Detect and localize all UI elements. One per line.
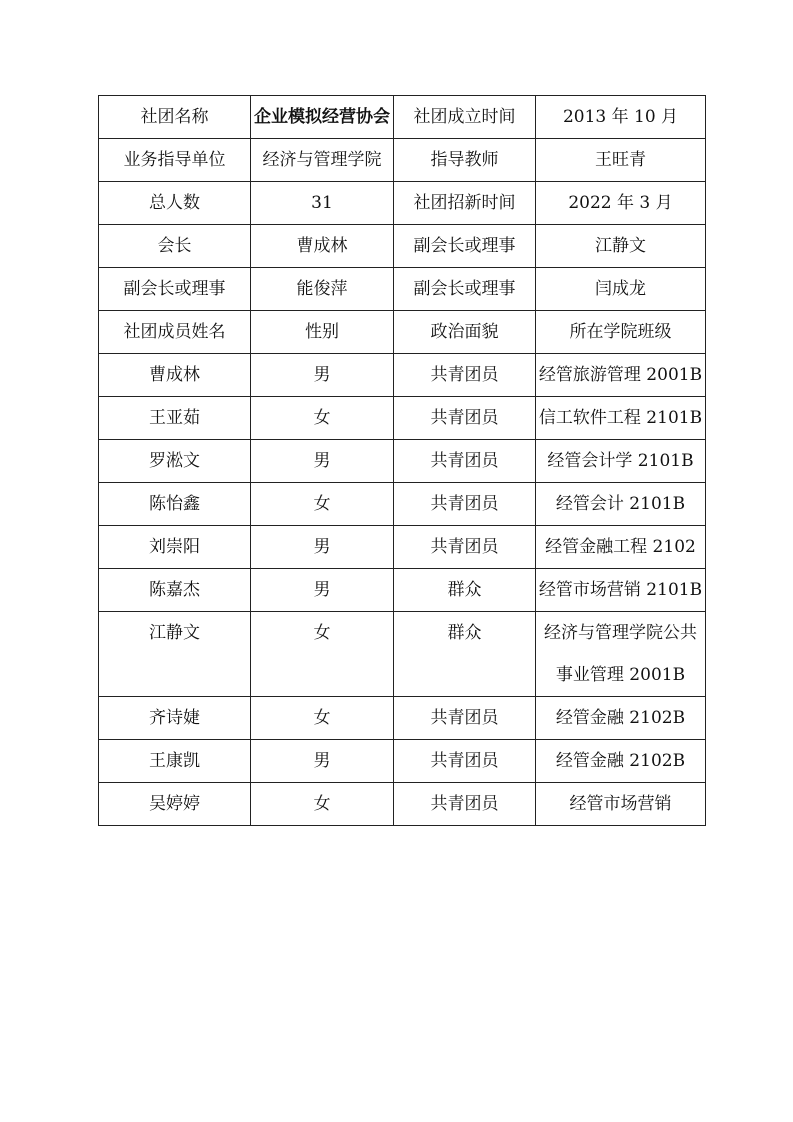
recruit-value: 2022 年 3 月 [536,182,706,225]
headcount-row [99,182,706,225]
member-political-status: 共青团员 [394,354,536,397]
member-row [99,483,706,526]
member-class: 经管会计 2101B [536,483,706,526]
member-class: 经管会计学 2101B [536,440,706,483]
member-name: 齐诗婕 [99,697,251,740]
member-name: 刘崇阳 [99,526,251,569]
president-value: 曹成林 [251,225,394,268]
member-gender: 女 [251,397,394,440]
member-political-header: 政治面貌 [394,311,536,354]
member-class: 经济与管理学院公共事业管理 2001B [536,612,706,697]
member-political-status: 群众 [394,569,536,612]
member-political-status: 共青团员 [394,697,536,740]
vice-value-3: 闫成龙 [536,268,706,311]
member-row [99,354,706,397]
headcount-value: 31 [251,182,394,225]
member-political-status: 共青团员 [394,440,536,483]
member-name-header: 社团成员姓名 [99,311,251,354]
member-political-status: 共青团员 [394,483,536,526]
member-gender: 男 [251,440,394,483]
member-gender: 男 [251,526,394,569]
president-label: 会长 [99,225,251,268]
club-name-row [99,96,706,139]
member-gender-header: 性别 [251,311,394,354]
member-class: 经管金融工程 2102 [536,526,706,569]
vice-row [99,268,706,311]
member-class: 经管金融 2102B [536,697,706,740]
headcount-label: 总人数 [99,182,251,225]
member-name: 吴婷婷 [99,783,251,826]
member-row [99,612,706,697]
member-name: 王康凯 [99,740,251,783]
member-gender: 女 [251,783,394,826]
member-gender: 男 [251,740,394,783]
member-gender: 男 [251,569,394,612]
member-class-header: 所在学院班级 [536,311,706,354]
advisor-label: 指导教师 [394,139,536,182]
member-class: 信工软件工程 2101B [536,397,706,440]
vice-label-1: 副会长或理事 [394,225,536,268]
member-rows [99,354,706,826]
guidance-row [99,139,706,182]
member-class: 经管市场营销 2101B [536,569,706,612]
advisor-value: 王旺青 [536,139,706,182]
member-class: 经管旅游管理 2001B [536,354,706,397]
member-class: 经管市场营销 [536,783,706,826]
member-row [99,697,706,740]
president-row [99,225,706,268]
member-name: 江静文 [99,612,251,697]
member-row [99,526,706,569]
member-political-status: 共青团员 [394,397,536,440]
member-row [99,397,706,440]
member-political-status: 共青团员 [394,526,536,569]
member-row [99,569,706,612]
founded-value: 2013 年 10 月 [536,96,706,139]
member-political-status: 共青团员 [394,740,536,783]
member-row [99,740,706,783]
member-name: 王亚茹 [99,397,251,440]
vice-label-2: 副会长或理事 [99,268,251,311]
member-name: 曹成林 [99,354,251,397]
member-gender: 女 [251,612,394,697]
club-name-value: 企业模拟经营协会 [251,96,394,139]
member-gender: 女 [251,483,394,526]
member-gender: 男 [251,354,394,397]
member-political-status: 群众 [394,612,536,697]
vice-value-1: 江静文 [536,225,706,268]
vice-label-3: 副会长或理事 [394,268,536,311]
member-row [99,783,706,826]
guidance-unit-value: 经济与管理学院 [251,139,394,182]
member-class: 经管金融 2102B [536,740,706,783]
founded-label: 社团成立时间 [394,96,536,139]
member-political-status: 共青团员 [394,783,536,826]
member-header-row [99,311,706,354]
club-info-table [98,95,706,826]
recruit-label: 社团招新时间 [394,182,536,225]
member-name: 陈怡鑫 [99,483,251,526]
member-name: 罗淞文 [99,440,251,483]
member-gender: 女 [251,697,394,740]
vice-value-2: 能俊萍 [251,268,394,311]
member-name: 陈嘉杰 [99,569,251,612]
club-name-label: 社团名称 [99,96,251,139]
guidance-unit-label: 业务指导单位 [99,139,251,182]
member-row [99,440,706,483]
